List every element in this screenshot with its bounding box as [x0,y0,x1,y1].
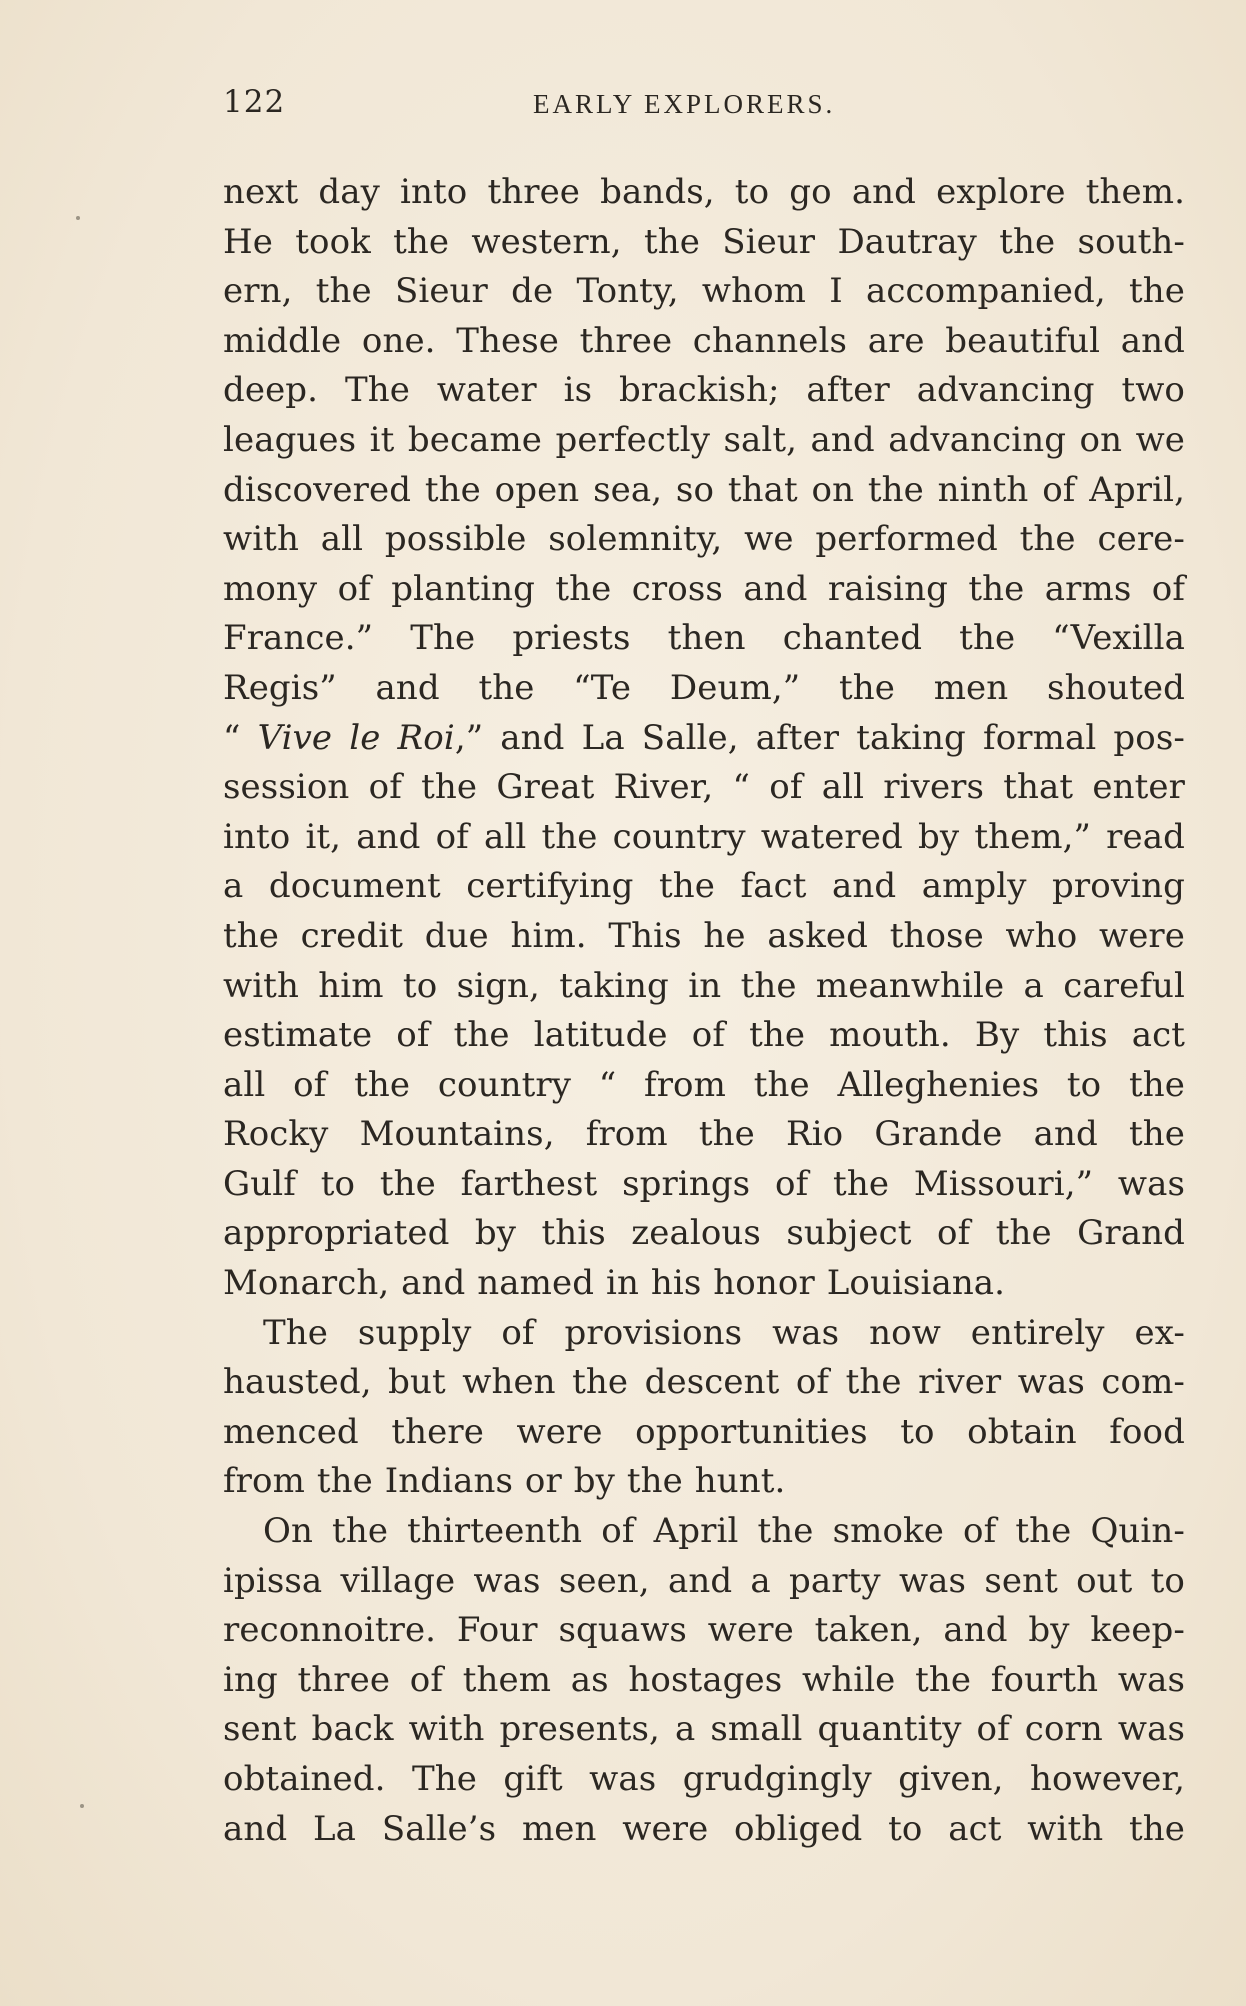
text-line: estimate of the latitude of the mouth. By this act [223,1015,1185,1056]
text-line: Regis” and the “Te Deum,” the men shouted [223,667,1185,708]
page-header [223,84,1183,128]
text-line: “ Vive le Roi,” and La Salle, after taking formal pos- [223,717,1185,758]
text-line: middle one. These three channels are beautiful and [223,320,1185,361]
text-line: all of the country “ from the Alleghenies to the [223,1064,1185,1105]
text-line: Gulf to the farthest springs of the Missouri,” was [223,1163,1185,1204]
page-number: 122 [223,84,286,120]
text-line: reconnoitre. Four squaws were taken, and by keep- [223,1610,1185,1651]
text-line: a document certifying the fact and amply proving [223,866,1185,907]
text-line: with all possible solemnity, we performed the cere- [223,519,1185,560]
text-line: hausted, but when the descent of the river was com- [223,1362,1185,1403]
paper-speck [76,216,80,220]
body-text [223,168,1185,1854]
text-line: appropriated by this zealous subject of the Grand [223,1213,1185,1254]
text-line: into it, and of all the country watered by them,” read [223,816,1185,857]
text-line: leagues it became perfectly salt, and advancing on we [223,419,1185,460]
text-line: He took the western, the Sieur Dautray the south- [223,221,1185,262]
text-line: discovered the open sea, so that on the ninth of April, [223,469,1185,510]
text-line: ern, the Sieur de Tonty, whom I accompanied, the [223,271,1185,312]
running-head: EARLY EXPLORERS. [533,89,836,119]
italic-phrase: Vive le Roi [257,717,455,758]
text-line: and La Salle’s men were obliged to act with the [223,1808,1185,1849]
paragraph-end-line: Monarch, and named in his honor Louisiana. [223,1263,1006,1304]
text-line: next day into three bands, to go and explore them. [223,172,1185,212]
text-line: deep. The water is brackish; after advancing two [223,370,1185,411]
text-line: with him to sign, taking in the meanwhile a careful [223,965,1185,1006]
text-line: ipissa village was seen, and a party was sent out to [223,1560,1185,1601]
text-line: mony of planting the cross and raising the arms of [223,568,1185,609]
text-line: Rocky Mountains, from the Rio Grande and the [223,1114,1185,1155]
text-line: France.” The priests then chanted the “Vexilla [223,618,1185,659]
text-line: the credit due him. This he asked those who were [223,915,1185,956]
paper-speck [80,1804,84,1808]
paragraph-end-line: from the Indians or by the hunt. [223,1461,786,1502]
text-line: menced there were opportunities to obtain food [223,1411,1185,1452]
paragraph-start-line: The supply of provisions was now entirely ex- [263,1312,1185,1353]
paragraph-start-line: On the thirteenth of April the smoke of the Quin- [263,1511,1185,1552]
text-line: ing three of them as hostages while the fourth was [223,1659,1185,1700]
text-line: sent back with presents, a small quantity of corn was [223,1709,1185,1750]
text-line: session of the Great River, “ of all rivers that enter [223,767,1185,808]
text-line: obtained. The gift was grudgingly given, however, [223,1759,1185,1799]
